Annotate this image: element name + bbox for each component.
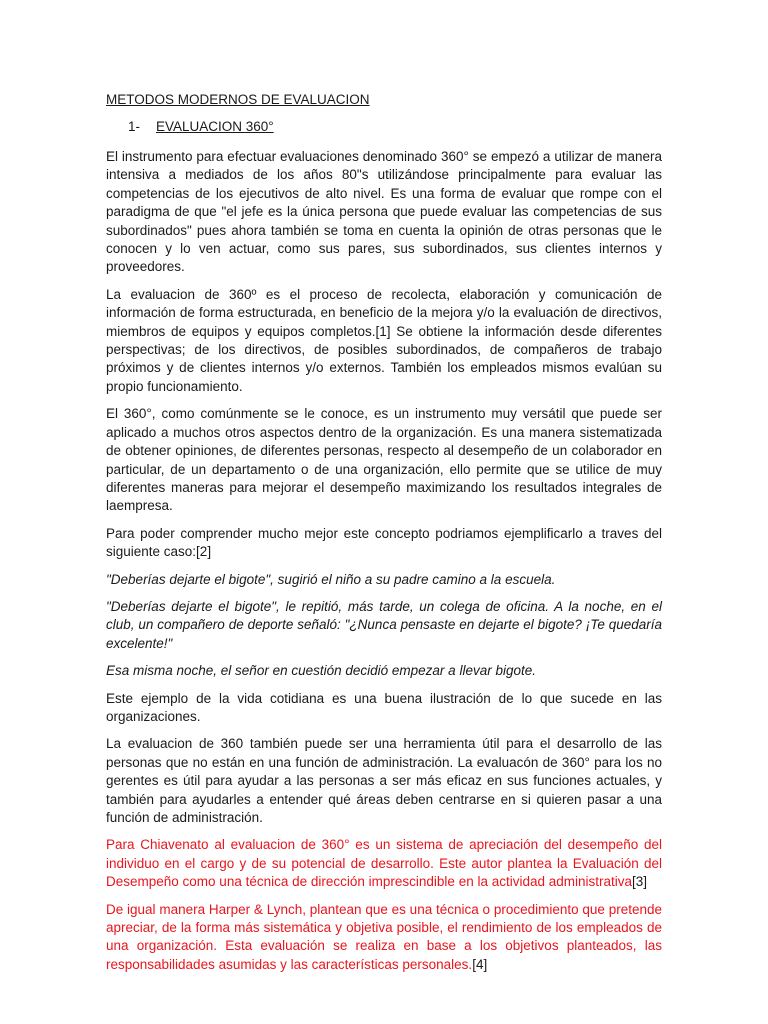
paragraph-harper-lynch	[106, 901, 662, 975]
footnote-ref-4[interactable]: [4]	[472, 956, 488, 972]
paragraph-chiavenato	[106, 836, 662, 891]
quote-child: "Deberías dejarte el bigote", sugirió el niño a su padre camino a la escuela.	[106, 571, 556, 587]
paragraph-definition: La evaluacion de 360º es el proceso de recolecta, elaboración y comunicación de información de forma estructurada, en beneficio de la mejora y/o la evaluación de directivos, miembros de equipos y equipos completos.[1] Se obtiene la información desde diferentes perspectivas; de los directivos, de posibles subordinados, de compañeros de trabajo próximos y de clientes internos y/o externos. También los empleados mismos evalúan su propio funcionamiento.	[106, 286, 662, 394]
paragraph-example-intro: Para poder comprender mucho mejor este concepto podriamos ejemplificarlo a traves del siguiente caso:[2]	[106, 525, 662, 560]
chiavenato-text: Para Chiavenato al evaluacion de 360° es un sistema de apreciación del desempeño del individuo en el cargo y de su potencial de desarrollo. Este autor plantea la Evaluación del Desempeño como una técnica de dirección imprescindible en la actividad administrativa	[106, 837, 662, 890]
section-heading	[106, 119, 662, 134]
paragraph-intro: El instrumento para efectuar evaluaciones denominado 360° se empezó a utilizar de manera intensiva a mediados de los años 80"s utilizándose principalmente para evaluar las competencias de los ejecutivos de alto nivel. Es una forma de evaluar que rompe con el paradigma de que "el jefe es la única persona que puede evaluar las competencias de sus subordinados" pues ahora también se toma en cuenta la opinión de otras personas que le conocen y lo ven actuar, como sus pares, sus subordinados, sus clientes internos y proveedores.	[106, 149, 662, 275]
paragraph-non-managers: La evaluacion de 360 también puede ser una herramienta útil para el desarrollo de las personas que no están en una función de administración. La evaluacón de 360° para los no gerentes es útil para ayudar a las personas a ser más eficaz en sus funciones actuales, y también para ayudarles a entender qué áreas deben centrarse en si quieren pasar a una función de administración.	[106, 736, 662, 825]
paragraph-versatility: El 360°, como comúnmente se le conoce, es un instrumento muy versátil que puede ser aplicado a muchos otros aspectos dentro de la organización. Es una manera sistematizada de obtener opiniones, de diferentes personas, respecto al desempeño de un colaborador en particular, de un departamento o de una organización, ello permite que se utilice de muy diferentes maneras para mejorar el desempeño maximizando los resultados integrales de laempresa.	[106, 406, 662, 514]
section-number: 1-	[128, 119, 141, 134]
harper-lynch-text: De igual manera Harper & Lynch, plantean que es una técnica o procedimiento que pretende apreciar, de la forma más sistemática y objetiva posible, el rendimiento de los empleados de una organización. Esta evaluación se realiza en base a los objetivos planteados, las responsabilidades asumidas y las características personales.	[106, 901, 662, 972]
section-title: EVALUACION 360°	[156, 119, 274, 134]
quote-colleague: "Deberías dejarte el bigote", le repitió, más tarde, un colega de oficina. A la noche, en el club, un compañero de deporte señaló: "¿Nunca pensaste en dejarte el bigote? ¡Te quedaría excelente!"	[106, 598, 662, 651]
paragraph-illustration: Este ejemplo de la vida cotidiana es una buena ilustración de lo que sucede en las organizaciones.	[106, 690, 662, 724]
document-title: METODOS MODERNOS DE EVALUACION	[106, 92, 370, 107]
quote-conclusion: Esa misma noche, el señor en cuestión decidió empezar a llevar bigote.	[106, 663, 536, 679]
footnote-ref-3[interactable]: [3]	[632, 874, 648, 890]
